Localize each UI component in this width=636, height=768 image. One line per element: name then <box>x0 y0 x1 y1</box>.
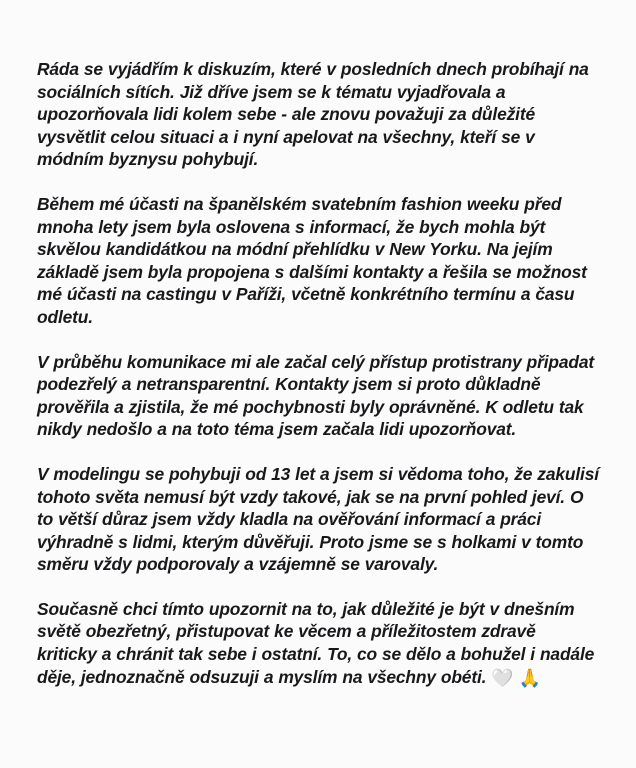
statement-paragraph-5 <box>37 598 599 689</box>
statement-paragraph-4: V modelingu se pohybuji od 13 let a jsem si vědoma toho, že zakulisí tohoto světa nemusí být vzdy takové, jak se na první pohled jeví. O to větší důraz jsem vždy kladla na ověřování informací a práci výhradně s lidmi, kterým důvěřuji. Proto jsme se s holkami v tomto směru vždy podporovaly a vzájemně se varovaly. <box>37 463 599 575</box>
statement-text-block <box>37 58 599 689</box>
white-heart-emoji: 🤍 <box>491 667 514 688</box>
folded-hands-emoji: 🙏 <box>518 667 542 688</box>
statement-paragraph-3: V průběhu komunikace mi ale začal celý přístup protistrany připadat podezřelý a netransparentní. Kontakty jsem si proto důkladně prověřila a zjistila, že mé pochybnosti byly oprávněné. K odletu tak nikdy nedošlo a na toto téma jsem začala lidi upozorňovat. <box>37 351 595 440</box>
statement-paragraph-1: Ráda se vyjádřím k diskuzím, které v posledních dnech probíhají na sociálních sítích. Již dříve jsem se k tématu vyjadřovala a upozorňovala lidi kolem sebe - ale znovu považuji za důležité vysvětlit celou situaci a i nyní apelovat na všechny, kteří se v módním byznysu pohybují. <box>37 59 589 170</box>
statement-paragraph-5-text: Současně chci tímto upozornit na to, jak důležité je být v dnešním světě obezřetný, přistupovat ke věcem a příležitostem zdravě kriticky a chránit tak sebe i ostatní. To, co se dělo a bohužel i nadále děje, jednoznačně odsuzuji a myslím na všechny obéti. <box>37 598 595 687</box>
statement-paragraph-2: Během mé účasti na španělském svatebním fashion weeku před mnoha lety jsem byla oslovena s informací, že bych mohla být skvělou kandidátkou na módní přehlídku v New Yorku. Na jejím základě jsem byla propojena s dalšími kontakty a řešila se možnost mé účasti na castingu v Paříži, včetně konkrétního termínu a času odletu. <box>37 193 587 327</box>
